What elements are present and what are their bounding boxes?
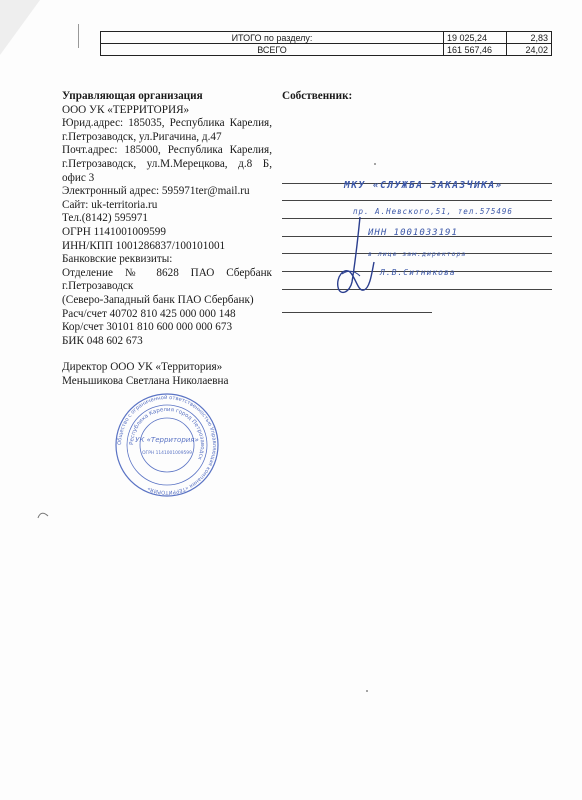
- inn-kpp: ИНН/КПП 1001286837/100101001: [62, 239, 226, 252]
- stamp-address: пр. А.Невского,51, тел.575496: [353, 207, 513, 216]
- ogrn: ОГРН 1141001009599: [62, 225, 166, 238]
- bank-heading: Банковские реквизиты:: [62, 253, 173, 266]
- corr-account: Кор/счет 30101 810 600 000 000 673: [62, 321, 233, 334]
- handwritten-signature: [330, 212, 390, 302]
- stamp-center-text: УК «Территория»: [135, 436, 199, 444]
- legal-address: Юрид.адрес: 185035, Республика Карелия, г.Петрозаводск, ул.Ригачина, д.47: [62, 117, 272, 143]
- manager-name: ООО УК «ТЕРРИТОРИЯ»: [62, 103, 190, 116]
- totals-table: [100, 31, 552, 56]
- scan-dot: [374, 163, 376, 165]
- bik: БИК 048 602 673: [62, 334, 143, 347]
- site: Сайт: uk-territoria.ru: [62, 198, 158, 211]
- row-sum: 19 025,24: [444, 32, 507, 44]
- spacer: [62, 348, 272, 361]
- stamp-inn: ИНН 1001033191: [368, 228, 458, 238]
- stamp-ogrn: ОГРН 1141001009599: [142, 451, 192, 456]
- stamp-org-name: МКУ «СЛУЖБА ЗАКАЗЧИКА»: [344, 180, 503, 191]
- row-label: ИТОГО по разделу:: [101, 32, 444, 44]
- director-title: Директор ООО УК «Территория»: [62, 361, 223, 374]
- table-edge-mark: [78, 24, 79, 48]
- stamp-outer-text: Общество с ограниченной ответственностью Управляющая компания «ТЕРРИТОРИЯ»: [116, 394, 218, 496]
- row-sum: 161 567,46: [444, 44, 507, 56]
- stamp-position: в лице зам.директора: [368, 250, 467, 258]
- account: Расч/счет 40702 810 425 000 000 148: [62, 307, 236, 320]
- scan-fold-shadow: [0, 0, 70, 70]
- signature-line: [282, 289, 552, 290]
- signature-line: [282, 312, 432, 313]
- row-label: ВСЕГО: [101, 44, 444, 56]
- scan-mark: [36, 510, 50, 520]
- manager-requisites: [62, 90, 272, 388]
- table-row: [101, 44, 552, 56]
- organization-round-stamp: [114, 392, 220, 498]
- signature-line: [282, 218, 552, 219]
- row-rate: 2,83: [507, 32, 552, 44]
- manager-heading: Управляющая организация: [62, 90, 203, 102]
- stamp-inner-text: Республика Карелия город Петрозаводск: [128, 406, 206, 461]
- phone: Тел.(8142) 595971: [62, 212, 148, 225]
- owner-heading: Собственник:: [282, 90, 353, 102]
- stamp-person: Л.В.Ситникова: [380, 268, 456, 277]
- signature-line: [282, 200, 552, 201]
- email: Электронный адрес: 595971ter@mail.ru: [62, 185, 250, 198]
- row-rate: 24,02: [507, 44, 552, 56]
- scan-dot: [366, 690, 368, 692]
- director-name: Меньшикова Светлана Николаевна: [62, 374, 229, 387]
- table-row: [101, 32, 552, 44]
- postal-address: Почт.адрес: 185000, Республика Карелия, г.Петрозаводск, ул.М.Мерецкова, д.8 Б, офис 3: [62, 144, 272, 184]
- bank-name: (Северо-Западный банк ПАО Сбербанк): [62, 293, 254, 306]
- bank-branch: Отделение № 8628 ПАО Сбербанк г.Петрозаводск: [62, 266, 272, 293]
